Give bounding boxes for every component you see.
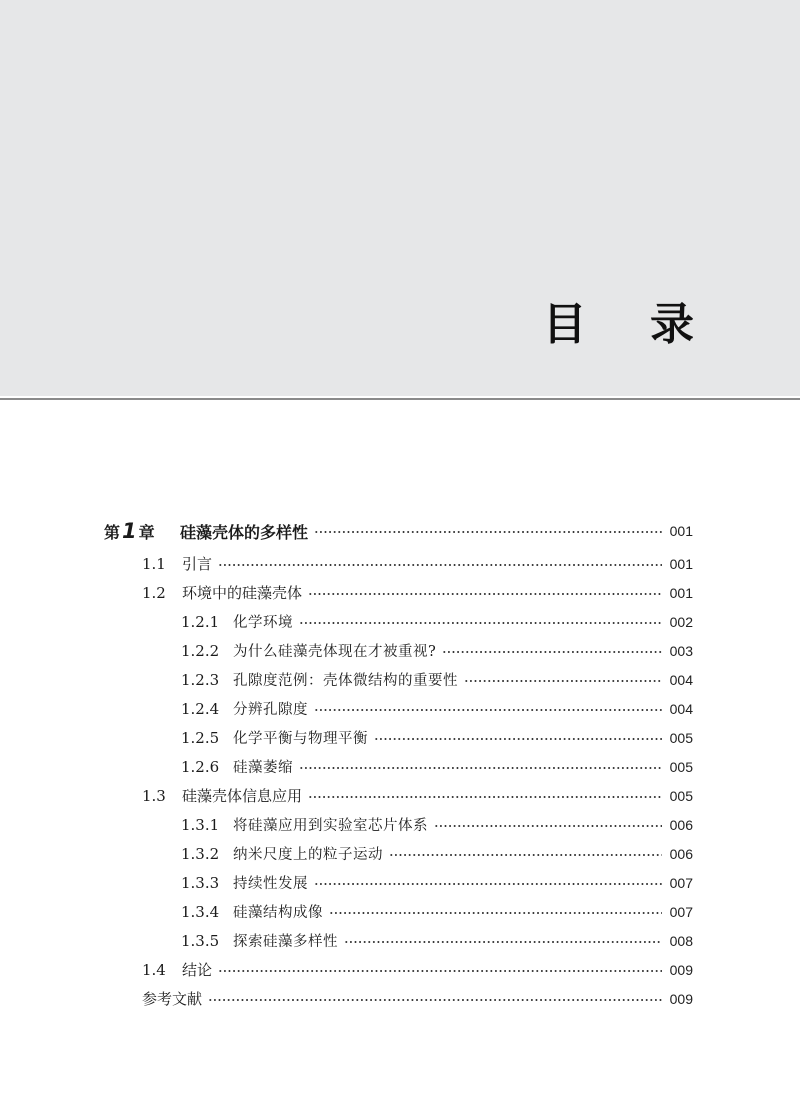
page-number: 003 <box>669 642 693 659</box>
dot-leader <box>314 705 662 715</box>
toc-entry-1-3-3[interactable] <box>0 868 693 897</box>
section-title: 引言 <box>182 555 213 573</box>
page-number: 001 <box>669 584 693 601</box>
section-title: 硅藻萎缩 <box>233 760 293 776</box>
page-number: 009 <box>669 990 693 1007</box>
page-number: 007 <box>669 903 693 920</box>
section-number: 1.3.2 <box>181 844 220 863</box>
chapter-label-suffix: 章 <box>138 523 155 542</box>
toc-entry-1-3-2[interactable] <box>0 839 693 868</box>
toc-entry-1-2-2[interactable] <box>0 636 693 665</box>
dot-leader <box>299 763 662 773</box>
toc-entry-1-2-1[interactable] <box>0 607 693 636</box>
toc-entry-1-2-4[interactable] <box>0 694 693 723</box>
page-number: 005 <box>669 787 693 804</box>
section-number: 1.3.4 <box>181 902 220 921</box>
dot-leader <box>389 850 662 860</box>
chapter-number: 1 <box>122 519 137 543</box>
chapter-title: 硅藻壳体的多样性 <box>180 522 309 542</box>
dot-leader <box>218 966 662 976</box>
page-number: 006 <box>669 816 693 833</box>
dot-leader <box>434 821 662 831</box>
section-number: 1.2.6 <box>181 757 220 776</box>
dot-leader <box>308 589 662 599</box>
page-number: 004 <box>669 671 693 688</box>
section-title: 化学平衡与物理平衡 <box>233 731 368 747</box>
section-title: 分辨孔隙度 <box>233 702 308 718</box>
dot-leader <box>464 676 662 686</box>
dot-leader <box>299 618 662 628</box>
page-number: 008 <box>669 932 693 949</box>
page-number: 005 <box>669 729 693 746</box>
section-number: 1.2.2 <box>181 641 220 660</box>
dot-leader <box>329 908 662 918</box>
page-number: 006 <box>669 845 693 862</box>
section-number: 1.3.1 <box>181 815 220 834</box>
section-title: 持续性发展 <box>233 876 308 892</box>
page-title: 目 录 <box>542 299 718 350</box>
page-number: 005 <box>669 758 693 775</box>
dot-leader <box>208 995 662 1005</box>
section-number: 1.4 <box>142 960 166 979</box>
section-number: 1.3 <box>142 786 166 805</box>
dot-leader <box>218 560 662 570</box>
section-title: 参考文献 <box>142 990 203 1008</box>
toc-entry-1-3[interactable] <box>0 781 693 810</box>
dot-leader <box>308 792 662 802</box>
chapter-label-prefix: 第 <box>104 523 121 542</box>
section-number: 1.2.1 <box>181 612 220 631</box>
toc-entry-1-2-3[interactable] <box>0 665 693 694</box>
section-number: 1.2.5 <box>181 728 220 747</box>
page-number: 001 <box>669 555 693 572</box>
section-title: 化学环境 <box>233 615 293 631</box>
section-title: 孔隙度范例：壳体微结构的重要性 <box>233 673 458 689</box>
toc-entry-1-2-6[interactable] <box>0 752 693 781</box>
table-of-contents <box>0 516 800 1013</box>
section-number: 1.2 <box>142 583 166 602</box>
toc-entry-1-3-1[interactable] <box>0 810 693 839</box>
toc-entry-1-1[interactable] <box>0 549 693 578</box>
toc-entry-1-2[interactable] <box>0 578 693 607</box>
section-title: 探索硅藻多样性 <box>233 934 338 950</box>
dot-leader <box>442 647 661 657</box>
section-title: 环境中的硅藻壳体 <box>182 584 303 602</box>
page-number: 002 <box>669 613 693 630</box>
section-number: 1.3.5 <box>181 931 220 950</box>
page-number: 007 <box>669 874 693 891</box>
dot-leader <box>344 937 662 947</box>
toc-entry-1-3-4[interactable] <box>0 897 693 926</box>
chapter-label <box>104 519 180 543</box>
header-divider <box>0 398 800 400</box>
section-number: 1.2.3 <box>181 670 220 689</box>
section-title: 纳米尺度上的粒子运动 <box>233 847 383 863</box>
section-title: 结论 <box>182 961 213 979</box>
toc-entry-1-4[interactable] <box>0 955 693 984</box>
dot-leader <box>314 879 662 889</box>
header-band <box>0 0 800 396</box>
toc-entry-references[interactable] <box>0 984 693 1013</box>
toc-entry-1-2-5[interactable] <box>0 723 693 752</box>
section-number: 1.3.3 <box>181 873 220 892</box>
page-number: 009 <box>669 961 693 978</box>
section-number: 1.1 <box>142 554 166 573</box>
section-title: 硅藻结构成像 <box>233 905 323 921</box>
section-title: 为什么硅藻壳体现在才被重视? <box>233 644 437 660</box>
page-number: 004 <box>669 700 693 717</box>
dot-leader <box>314 527 662 537</box>
chapter-page-number: 001 <box>669 523 693 539</box>
section-title: 将硅藻应用到实验室芯片体系 <box>233 818 428 834</box>
dot-leader <box>374 734 662 744</box>
section-title: 硅藻壳体信息应用 <box>182 787 303 805</box>
toc-chapter-row[interactable] <box>0 516 693 546</box>
section-number: 1.2.4 <box>181 699 220 718</box>
toc-entry-1-3-5[interactable] <box>0 926 693 955</box>
